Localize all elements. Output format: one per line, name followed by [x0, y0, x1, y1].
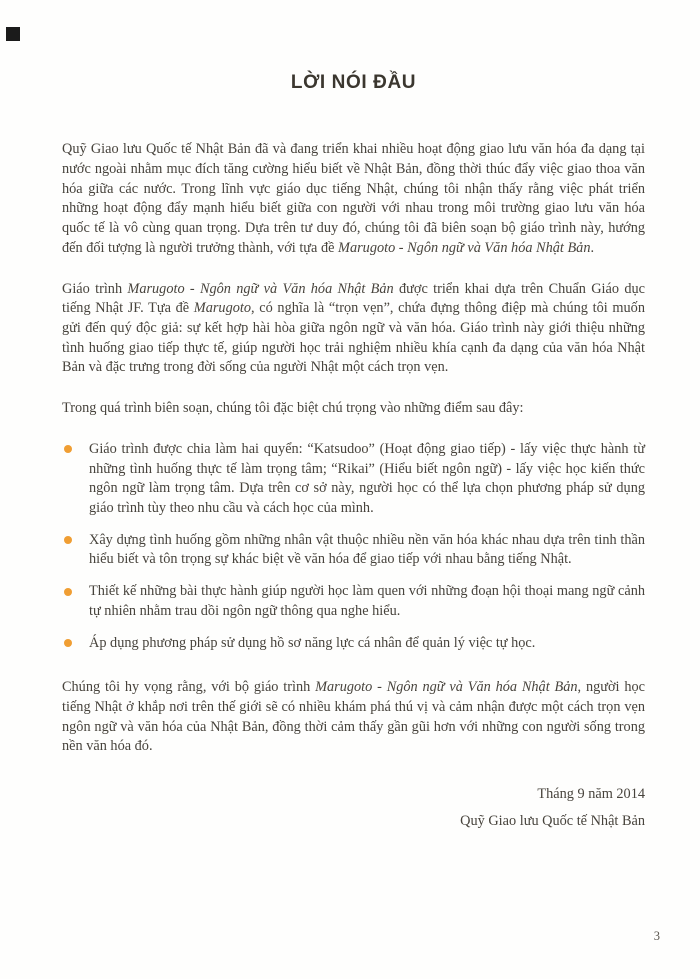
text-run: Giáo trình được chia làm hai quyển: “Katsudoo” (Hoạt động giao tiếp) - lấy việc thực hành từ những tình huống thực tế làm trọng tâm; “Rikai” (Hiểu biết ngôn ngữ) - lấy việc học kiến thức ngôn ngữ làm trọng tâm. Dựa trên cơ sở này, người học có thể lựa chọn phương pháp sử dụng giáo trình tùy theo nhu cầu và cách học của mình. [89, 440, 645, 516]
page-title: LỜI NÓI ĐẦU [290, 72, 417, 93]
text-run: . [590, 239, 595, 256]
bullet-item [62, 582, 645, 621]
document-body [62, 140, 645, 757]
text-run: Quỹ Giao lưu Quốc tế Nhật Bản đã và đang triển khai nhiều hoạt động giao lưu văn hóa đa dạng tại nước ngoài nhằm mục đích tăng cường hiểu biết về Nhật Bản, đồng thời thúc đẩy việc giao thoa văn hóa giữa các nước. Trong lĩnh vực giáo dục tiếng Nhật, chúng tôi nhận thấy rằng việc phát triển những hoạt động đẩy mạnh hiểu biết giữa con người với nhau trong môi trường giao lưu văn hóa quốc tế là vô cùng quan trọng. Dựa trên tư duy đó, chúng tôi đã biên soạn bộ giáo trình này, hướng đến đối tượng là người trưởng thành, với tựa đề [62, 141, 645, 256]
text-run: Chúng tôi hy vọng rằng, với bộ giáo trình [62, 679, 316, 696]
bullet-text [89, 441, 645, 516]
date-line: Tháng 9 năm 2014 [537, 786, 645, 803]
text-run: Giáo trình [62, 280, 128, 297]
text-run: Áp dụng phương pháp sử dụng hồ sơ năng lực cá nhân để quản lý việc tự học. [89, 634, 536, 651]
bullet-item [62, 634, 645, 654]
bullet-text [89, 583, 645, 619]
text-run: Xây dựng tình huống gồm những nhân vật thuộc nhiều nền văn hóa khác nhau dựa trên tinh thần hiểu biết và tôn trọng sự khác biệt về văn hóa để giao tiếp với nhau bằng tiếng Nhật. [89, 531, 645, 568]
text-run: được triển khai dựa trên Chuẩn Giáo dục tiếng Nhật JF. Tựa đề [62, 280, 645, 317]
text-run: , người học tiếng Nhật ở khắp nơi trên thế giới sẽ có nhiều khám phá thú vị và cảm nhận được một cách trọn vẹn ngôn ngữ và văn hóa của Nhật Bản, đồng thời cảm thấy gần gũi hơn với những con người sống trong nền văn hóa đó. [62, 679, 645, 755]
text-run: Thiết kế những bài thực hành giúp người học làm quen với những đoạn hội thoại mang ngữ cảnh tự nhiên nhằm trau dồi ngôn ngữ thông qua nghe hiểu. [89, 583, 645, 619]
bullet-text [89, 635, 535, 651]
text-run: , có nghĩa là “trọn vẹn”, chứa đựng thông điệp mà chúng tôi muốn gửi đến quý độc giả: sự kết hợp hài hòa giữa ngôn ngữ và văn hóa. Giáo trình này giới thiệu những tình huống giao tiếp thực tế, giúp người học trải nghiệm nhiều khía cạnh đa dạng của văn hóa Nhật Bản và đặc trưng trong đời sống của người Nhật một cách trọn vẹn. [62, 300, 645, 376]
bullet-item [62, 531, 645, 570]
bullet-dot-icon [64, 445, 72, 453]
paragraph [62, 280, 645, 379]
signature-line: Quỹ Giao lưu Quốc tế Nhật Bản [460, 812, 645, 829]
italic-text-run: Marugoto - Ngôn ngữ và Văn hóa Nhật Bản [127, 280, 394, 297]
bullet-dot-icon [64, 588, 72, 596]
text-run: Trong quá trình biên soạn, chúng tôi đặc biệt chú trọng vào những điểm sau đây: [62, 400, 524, 417]
scan-corner-mark-icon [6, 27, 20, 41]
bullet-item [62, 440, 645, 519]
italic-text-run: Marugoto [193, 300, 251, 317]
bullet-text [89, 532, 645, 568]
italic-text-run: Marugoto - Ngôn ngữ và Văn hóa Nhật Bản [338, 239, 591, 256]
italic-text-run: Marugoto - Ngôn ngữ và Văn hóa Nhật Bản [315, 679, 578, 696]
paragraph [62, 399, 645, 419]
paragraph [62, 140, 645, 258]
bullet-list [62, 440, 645, 653]
paragraph [62, 678, 645, 757]
bullet-dot-icon [64, 536, 72, 544]
bullet-dot-icon [64, 639, 72, 647]
page-number: 3 [653, 928, 660, 943]
